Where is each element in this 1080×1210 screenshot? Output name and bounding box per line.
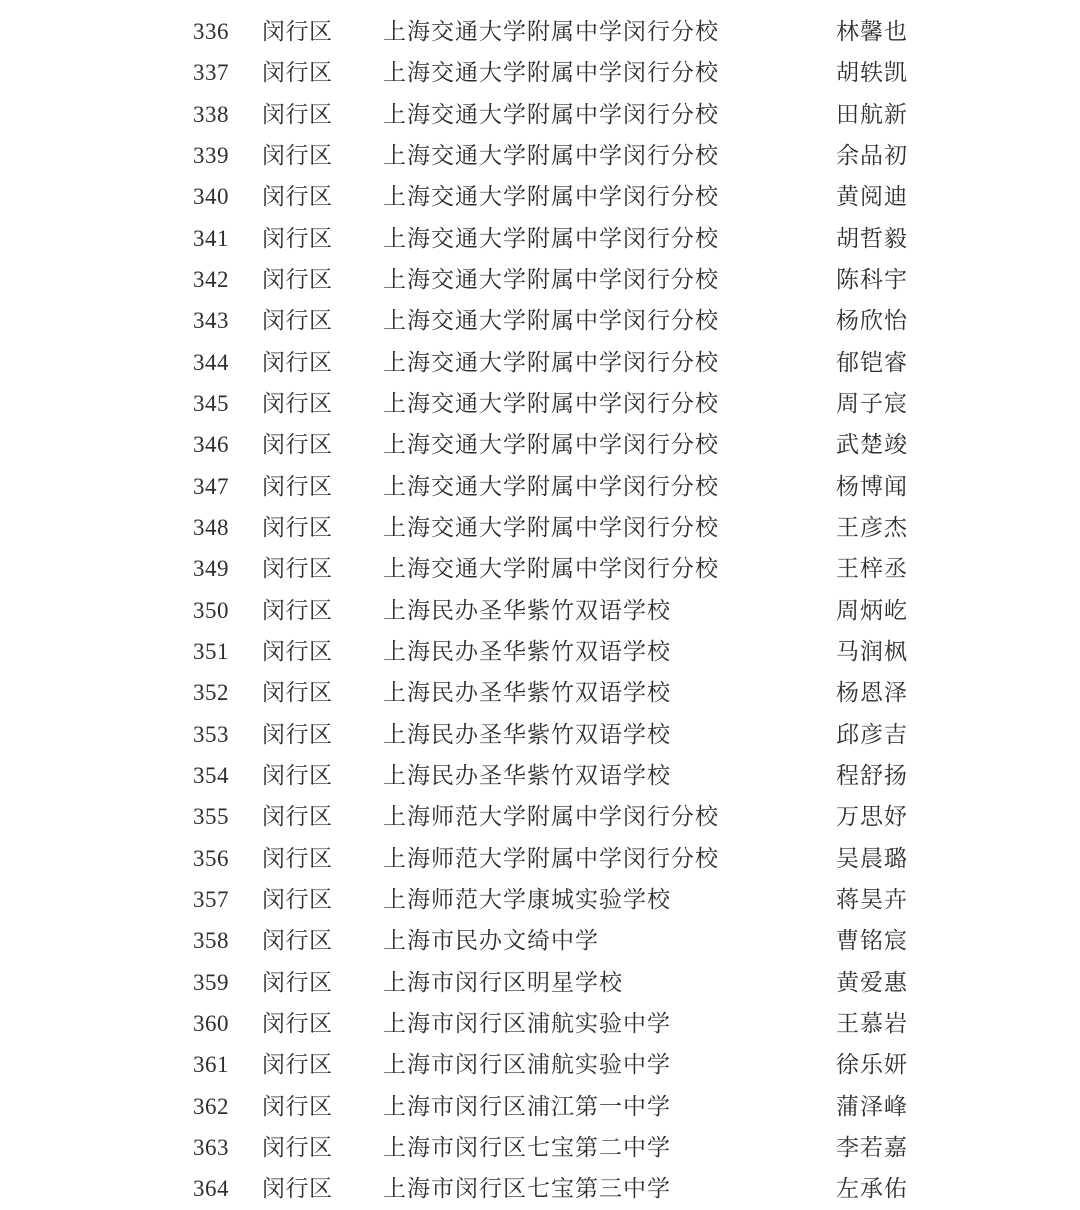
row-number-cell: 364	[193, 1176, 229, 1202]
school-name-cell: 上海交通大学附属中学闵行分校	[383, 391, 719, 417]
district-cell: 闵行区	[262, 639, 333, 665]
district-cell: 闵行区	[262, 19, 333, 45]
table-row	[0, 1044, 1080, 1085]
district-cell: 闵行区	[262, 184, 333, 210]
table-row	[0, 259, 1080, 300]
table-row	[0, 838, 1080, 879]
table-row	[0, 383, 1080, 424]
school-name-cell: 上海市闵行区浦江第一中学	[383, 1093, 671, 1119]
school-name-cell: 上海师范大学附属中学闵行分校	[383, 845, 719, 871]
table-row	[0, 962, 1080, 1003]
student-name-cell: 黄阅迪	[836, 184, 908, 210]
school-name-cell: 上海市闵行区七宝第三中学	[383, 1176, 671, 1202]
student-name-cell: 林馨也	[836, 19, 908, 45]
school-name-cell: 上海民办圣华紫竹双语学校	[383, 721, 671, 747]
student-name-cell: 徐乐妍	[836, 1052, 908, 1078]
row-number-cell: 351	[193, 639, 229, 665]
table-row	[0, 1003, 1080, 1044]
row-number-cell: 360	[193, 1011, 229, 1037]
table-row	[0, 466, 1080, 507]
table-row	[0, 218, 1080, 259]
student-name-cell: 武楚竣	[836, 432, 908, 458]
row-number-cell: 344	[193, 349, 229, 375]
student-name-cell: 蒲泽峰	[836, 1093, 908, 1119]
school-name-cell: 上海市闵行区明星学校	[383, 969, 623, 995]
district-cell: 闵行区	[262, 473, 333, 499]
student-name-cell: 杨恩泽	[836, 680, 908, 706]
table-row	[0, 300, 1080, 341]
row-number-cell: 356	[193, 845, 229, 871]
roster-table	[0, 11, 1080, 1210]
table-row	[0, 879, 1080, 920]
district-cell: 闵行区	[262, 887, 333, 913]
row-number-cell: 349	[193, 556, 229, 582]
school-name-cell: 上海交通大学附属中学闵行分校	[383, 19, 719, 45]
district-cell: 闵行区	[262, 763, 333, 789]
district-cell: 闵行区	[262, 556, 333, 582]
school-name-cell: 上海交通大学附属中学闵行分校	[383, 267, 719, 293]
school-name-cell: 上海交通大学附属中学闵行分校	[383, 308, 719, 334]
table-row	[0, 1168, 1080, 1209]
district-cell: 闵行区	[262, 267, 333, 293]
table-row	[0, 1086, 1080, 1127]
school-name-cell: 上海交通大学附属中学闵行分校	[383, 349, 719, 375]
school-name-cell: 上海交通大学附属中学闵行分校	[383, 225, 719, 251]
student-name-cell: 马润枫	[836, 639, 908, 665]
school-name-cell: 上海民办圣华紫竹双语学校	[383, 763, 671, 789]
student-name-cell: 余品初	[836, 143, 908, 169]
row-number-cell: 347	[193, 473, 229, 499]
district-cell: 闵行区	[262, 1135, 333, 1161]
district-cell: 闵行区	[262, 804, 333, 830]
school-name-cell: 上海市闵行区浦航实验中学	[383, 1011, 671, 1037]
row-number-cell: 339	[193, 143, 229, 169]
student-name-cell: 郁铠睿	[836, 349, 908, 375]
student-name-cell: 邱彦吉	[836, 721, 908, 747]
district-cell: 闵行区	[262, 432, 333, 458]
district-cell: 闵行区	[262, 1011, 333, 1037]
row-number-cell: 352	[193, 680, 229, 706]
table-row	[0, 176, 1080, 217]
district-cell: 闵行区	[262, 845, 333, 871]
student-name-cell: 胡轶凯	[836, 60, 908, 86]
student-name-cell: 王慕岩	[836, 1011, 908, 1037]
district-cell: 闵行区	[262, 597, 333, 623]
school-name-cell: 上海民办圣华紫竹双语学校	[383, 639, 671, 665]
district-cell: 闵行区	[262, 143, 333, 169]
table-row	[0, 11, 1080, 52]
student-name-cell: 王彦杰	[836, 515, 908, 541]
row-number-cell: 362	[193, 1093, 229, 1119]
row-number-cell: 353	[193, 721, 229, 747]
district-cell: 闵行区	[262, 1052, 333, 1078]
student-name-cell: 周子宸	[836, 391, 908, 417]
student-name-cell: 胡哲毅	[836, 225, 908, 251]
school-name-cell: 上海交通大学附属中学闵行分校	[383, 515, 719, 541]
district-cell: 闵行区	[262, 928, 333, 954]
district-cell: 闵行区	[262, 1093, 333, 1119]
student-name-cell: 周炳屹	[836, 597, 908, 623]
row-number-cell: 358	[193, 928, 229, 954]
school-name-cell: 上海市闵行区七宝第二中学	[383, 1135, 671, 1161]
school-name-cell: 上海交通大学附属中学闵行分校	[383, 143, 719, 169]
row-number-cell: 345	[193, 391, 229, 417]
district-cell: 闵行区	[262, 225, 333, 251]
table-row	[0, 342, 1080, 383]
row-number-cell: 338	[193, 101, 229, 127]
row-number-cell: 361	[193, 1052, 229, 1078]
student-name-cell: 李若嘉	[836, 1135, 908, 1161]
row-number-cell: 343	[193, 308, 229, 334]
row-number-cell: 354	[193, 763, 229, 789]
district-cell: 闵行区	[262, 680, 333, 706]
row-number-cell: 337	[193, 60, 229, 86]
student-name-cell: 万思妤	[836, 804, 908, 830]
student-name-cell: 王梓丞	[836, 556, 908, 582]
table-row	[0, 714, 1080, 755]
district-cell: 闵行区	[262, 308, 333, 334]
school-name-cell: 上海市闵行区浦航实验中学	[383, 1052, 671, 1078]
student-name-cell: 吴晨璐	[836, 845, 908, 871]
student-name-cell: 程舒扬	[836, 763, 908, 789]
school-name-cell: 上海市民办文绮中学	[383, 928, 599, 954]
row-number-cell: 355	[193, 804, 229, 830]
school-name-cell: 上海交通大学附属中学闵行分校	[383, 101, 719, 127]
district-cell: 闵行区	[262, 349, 333, 375]
table-row	[0, 52, 1080, 93]
table-row	[0, 507, 1080, 548]
table-row	[0, 1127, 1080, 1168]
student-name-cell: 左承佑	[836, 1176, 908, 1202]
school-name-cell: 上海交通大学附属中学闵行分校	[383, 473, 719, 499]
district-cell: 闵行区	[262, 721, 333, 747]
school-name-cell: 上海民办圣华紫竹双语学校	[383, 680, 671, 706]
district-cell: 闵行区	[262, 101, 333, 127]
row-number-cell: 336	[193, 19, 229, 45]
row-number-cell: 341	[193, 225, 229, 251]
school-name-cell: 上海交通大学附属中学闵行分校	[383, 60, 719, 86]
table-row	[0, 548, 1080, 589]
table-row	[0, 631, 1080, 672]
district-cell: 闵行区	[262, 969, 333, 995]
student-name-cell: 杨欣怡	[836, 308, 908, 334]
row-number-cell: 359	[193, 969, 229, 995]
table-row	[0, 755, 1080, 796]
district-cell: 闵行区	[262, 391, 333, 417]
district-cell: 闵行区	[262, 515, 333, 541]
student-name-cell: 田航新	[836, 101, 908, 127]
student-name-cell: 曹铭宸	[836, 928, 908, 954]
school-name-cell: 上海交通大学附属中学闵行分校	[383, 432, 719, 458]
row-number-cell: 350	[193, 597, 229, 623]
row-number-cell: 342	[193, 267, 229, 293]
district-cell: 闵行区	[262, 1176, 333, 1202]
table-row	[0, 672, 1080, 713]
row-number-cell: 357	[193, 887, 229, 913]
table-row	[0, 135, 1080, 176]
student-name-cell: 陈科宇	[836, 267, 908, 293]
school-name-cell: 上海交通大学附属中学闵行分校	[383, 556, 719, 582]
table-row	[0, 424, 1080, 465]
row-number-cell: 348	[193, 515, 229, 541]
student-name-cell: 蒋昊卉	[836, 887, 908, 913]
row-number-cell: 363	[193, 1135, 229, 1161]
school-name-cell: 上海师范大学康城实验学校	[383, 887, 671, 913]
table-row	[0, 590, 1080, 631]
table-row	[0, 920, 1080, 961]
student-name-cell: 黄爱惠	[836, 969, 908, 995]
table-row	[0, 796, 1080, 837]
row-number-cell: 340	[193, 184, 229, 210]
school-name-cell: 上海交通大学附属中学闵行分校	[383, 184, 719, 210]
school-name-cell: 上海师范大学附属中学闵行分校	[383, 804, 719, 830]
table-row	[0, 94, 1080, 135]
district-cell: 闵行区	[262, 60, 333, 86]
school-name-cell: 上海民办圣华紫竹双语学校	[383, 597, 671, 623]
row-number-cell: 346	[193, 432, 229, 458]
student-name-cell: 杨博闻	[836, 473, 908, 499]
